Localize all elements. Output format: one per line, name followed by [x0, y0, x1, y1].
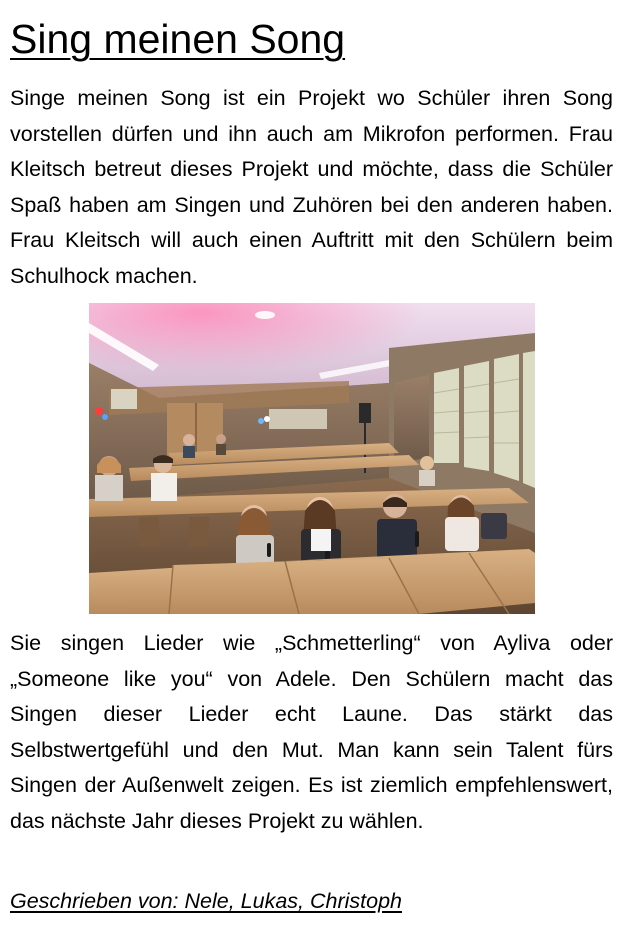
article-title: Sing meinen Song: [10, 16, 346, 62]
article-byline: Geschrieben von: Nele, Lukas, Christoph: [10, 889, 402, 913]
article-paragraph-2: Sie singen Lieder wie „Schmetterling“ von Ayliva oder „Someone like you“ von Adele. Den Schülern macht das Singen dieser Lieder echt Laune. Das stärkt das Selbstwertgefühl und den Mut. Man kann sein Talent fürs Singen der Außenwelt zeigen. Es ist ziemlich empfehlenswert, das nächste Jahr dieses Projekt zu wählen.: [10, 631, 613, 833]
article-paragraph-1: Singe meinen Song ist ein Projekt wo Schüler ihren Song vorstellen dürfen und ihn auch am Mikrofon performen. Frau Kleitsch betreut dieses Projekt und möchte, dass die Schüler Spaß haben am Singen und Zuhören bei den anderen haben. Frau Kleitsch will auch einen Auftritt mit den Schülern beim Schulhock machen.: [10, 86, 613, 288]
classroom-photo: [89, 303, 535, 614]
